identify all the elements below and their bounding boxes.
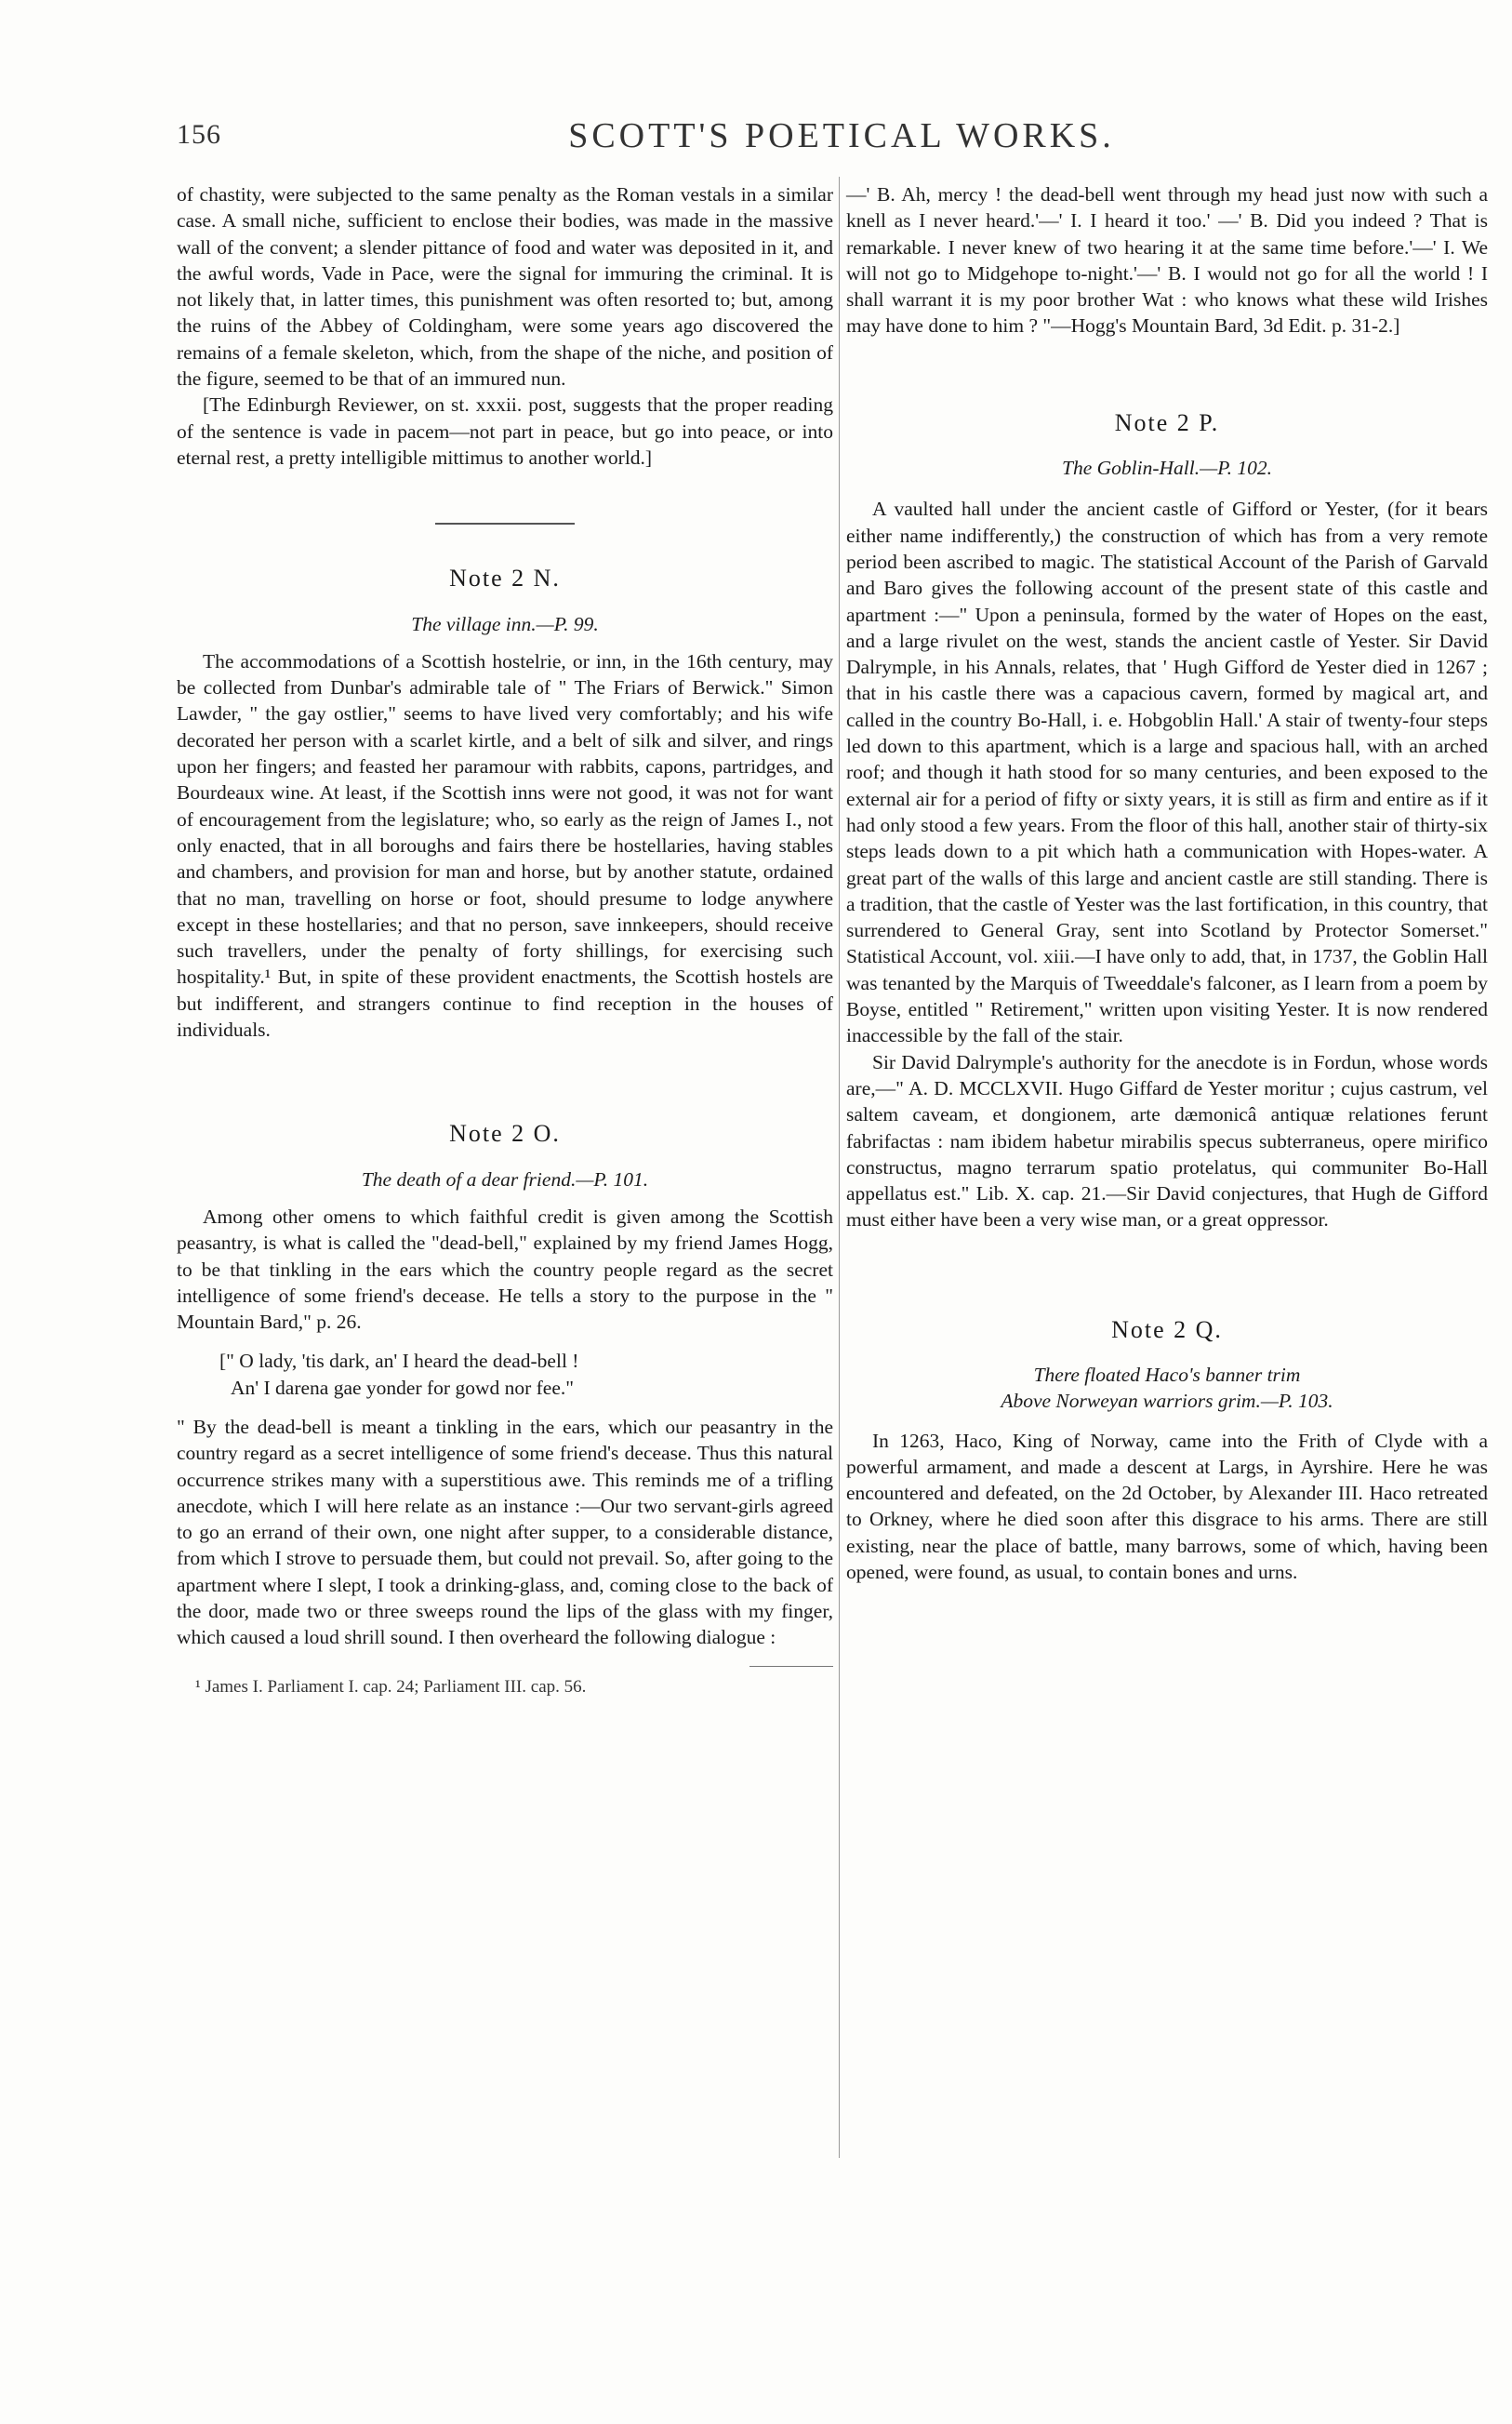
paragraph-dialogue: —' B. Ah, mercy ! the dead-bell went through my head just now with such a knell as I never heard.'—' I. I heard it too.' —' B. Did you indeed ? That is remarkable. I never knew of two hearing it at the same time before.'—' I. We will not go to Midgehope to-night.'—' B. I would not go for all the world ! I shall warrant it is my poor brother Wat : who knows what these wild Irishes may have done to him ? "—Hogg's Mountain Bard, 3d Edit. p. 31-2.] [846, 183, 1488, 338]
column-rule [839, 177, 840, 2158]
page-header [177, 115, 1506, 162]
note-2q-title: Note 2 Q. [1111, 1315, 1223, 1343]
note-2n-body: The accommodations of a Scottish hostelrie, or inn, in the 16th century, may be collected from Dunbar's admirable tale of " The Friars of Berwick." Simon Lawder, " the gay ostlier," seems to have lived very comfortably; and his wife decorated her person with a scarlet kirtle, and a belt of silk and silver, and rings upon her fingers; and feasted her paramour with rabbits, capons, partridges, and Bourdeaux wine. At least, if the Scottish inns were not good, it was not for want of encouragement from the legislature; who, so early as the reign of James I., not only enacted, that in all boroughs and fairs there be hostellaries, having stables and chambers, and provision for man and horse, but by another statute, ordained that no man, travelling on horse or foot, should presume to lodge anywhere except in these hostellaries; and that no person, save innkeepers, should receive such travellers, under the penalty of forty shillings, for exercising such hospitality.¹ But, in spite of these provident enactments, the Scottish hostels are but indifferent, and strangers continue to find reception in the houses of individuals. [177, 649, 833, 1042]
note-2p-body: A vaulted hall under the ancient castle of Gifford or Yester, (for it bears either name indifferently,) the construction of which has from a very remote period been ascribed to magic. The statistical Account of the Parish of Garvald and Baro gives the following account of the present state of this castle and apartment :—" Upon a peninsula, formed by the water of Hopes on the east, and a large rivulet on the west, stands the ancient castle of Yester. Sir David Dalrymple, in his Annals, relates, that ' Hugh Gifford de Yester died in 1267 ; that in his castle there was a capacious cavern, formed by magical art, and called in the country Bo-Hall, i. e. Hobgoblin Hall.' A stair of twenty-four steps led down to this apartment, which is a large and spacious hall, with an arched roof; and though it hath stood for so many centuries, and been exposed to the external air for a period of fifty or sixty years, it is still as firm and entire as if it had only stood a few years. From the floor of this hall, another stair of thirty-six steps leads down to a pit which hath a communication with Hopes-water. A great part of the walls of this large and ancient castle are still standing. There is a tradition, that the castle of Yester was the last fortification, in this country, that surrendered to General Gray, sent into Scotland by Protector Somerset." Statistical Account, vol. xiii.—I have only to add, that, in 1737, the Goblin Hall was tenanted by the Marquis of Tweeddale's falconer, as I learn from a poem by Boyse, entitled " Retirement," written upon visiting Yester. It is now rendered inaccessible by the fall of the stair. [846, 498, 1488, 1047]
verse-line-2: An' I darena gae yonder for gowd nor fee." [231, 1376, 575, 1399]
note-2q-subtitle-2: Above Norweyan warriors grim.—P. 103. [1001, 1390, 1333, 1413]
note-2n-subtitle: The village inn.—P. 99. [411, 612, 599, 635]
note-2o-subtitle: The death of a dear friend.—P. 101. [361, 1167, 649, 1191]
note-2q-subtitle-1: There floated Haco's banner trim [1033, 1363, 1301, 1386]
paragraph-intro: of chastity, were subjected to the same penalty as the Roman vestals in a similar case. A small niche, sufficient to enclose their bodies, was made in the massive wall of the convent; a slender pittance of food and water was deposited in it, and the awful words, Vade in Pace, were the signal for immuring the criminal. It is not likely that, in latter times, this punishment was often resorted to; but, among the ruins of the Abbey of Coldingham, were some years ago discovered the remains of a female skeleton, which, from the shape of the niche, and position of the figure, seemed to be that of an immured nun. [177, 183, 833, 391]
note-2p-body-2: Sir David Dalrymple's authority for the anecdote is in Fordun, whose words are,—" A. D. MCCLXVII. Hugo Giffard de Yester moritur ; cujus castrum, vel saltem caveam, et dongionem, arte dæmonicâ antiquæ relationes ferunt fabrifactas : nam ibidem habetur mirabilis specus subterraneus, opere mirifico constructus, magno terrarum spatio protelatus, qui communiter Bo-Hall appellatus est." Lib. X. cap. 21.—Sir David conjectures, that Hugh de Gifford must either have been a very wise man, or a great oppressor. [846, 1050, 1488, 1232]
left-column [177, 181, 833, 1700]
note-2q-body: In 1263, Haco, King of Norway, came into the Frith of Clyde with a powerful armament, and made a descent at Largs, in Ayrshire. Here he was encountered and defeated, on the 2d October, by Alexander III. Haco retreated to Orkney, where he died soon after this disgrace to his arms. There are still existing, near the place of battle, many barrows, some of which, having been opened, were found, as usual, to contain bones and urns. [846, 1429, 1488, 1584]
verse-line-1: [" O lady, 'tis dark, an' I heard the dead-bell ! [219, 1350, 579, 1373]
right-column [846, 181, 1488, 1585]
note-2p-subtitle: The Goblin-Hall.—P. 102. [1062, 457, 1272, 480]
footnote: ¹ James I. Parliament I. cap. 24; Parliament III. cap. 56. [195, 1676, 587, 1697]
note-2n-title: Note 2 N. [449, 565, 561, 593]
note-2o-quote: " By the dead-bell is meant a tinkling in the ears, which our peasantry in the country regard as a secret intelligence of some friend's decease. Thus this natural occurrence strikes many with a superstitious awe. This reminds me of a trifling anecdote, which I will here relate as an instance :—Our two servant-girls agreed to go an errand of their own, one night after supper, to a considerable distance, from which I strove to persuade them, but could not prevail. So, after going to the apartment where I slept, I took a drinking-glass, and, coming close to the back of the door, made two or three sweeps round the lips of the glass with my finger, which caused a loud shrill sound. I then overheard the following dialogue : [177, 1415, 833, 1649]
note-2o-body: Among other omens to which faithful credit is given among the Scottish peasantry, is what is called the "dead-bell," explained by my friend James Hogg, to be that tinkling in the ears which the country people regard as the secret intelligence of some friend's decease. He tells a story to the purpose in the " Mountain Bard," p. 26. [177, 1205, 833, 1334]
running-title: SCOTT'S POETICAL WORKS. [568, 116, 1115, 155]
note-2p-title: Note 2 P. [1114, 408, 1220, 436]
note-2o-title: Note 2 O. [449, 1120, 561, 1148]
paragraph-reviewer: [The Edinburgh Reviewer, on st. xxxii. post, suggests that the proper reading of the sentence is vade in pacem—not part in peace, but go into peace, or into eternal rest, a pretty intelligible mittimus to another world.] [177, 393, 833, 469]
page-number: 156 [177, 119, 221, 150]
